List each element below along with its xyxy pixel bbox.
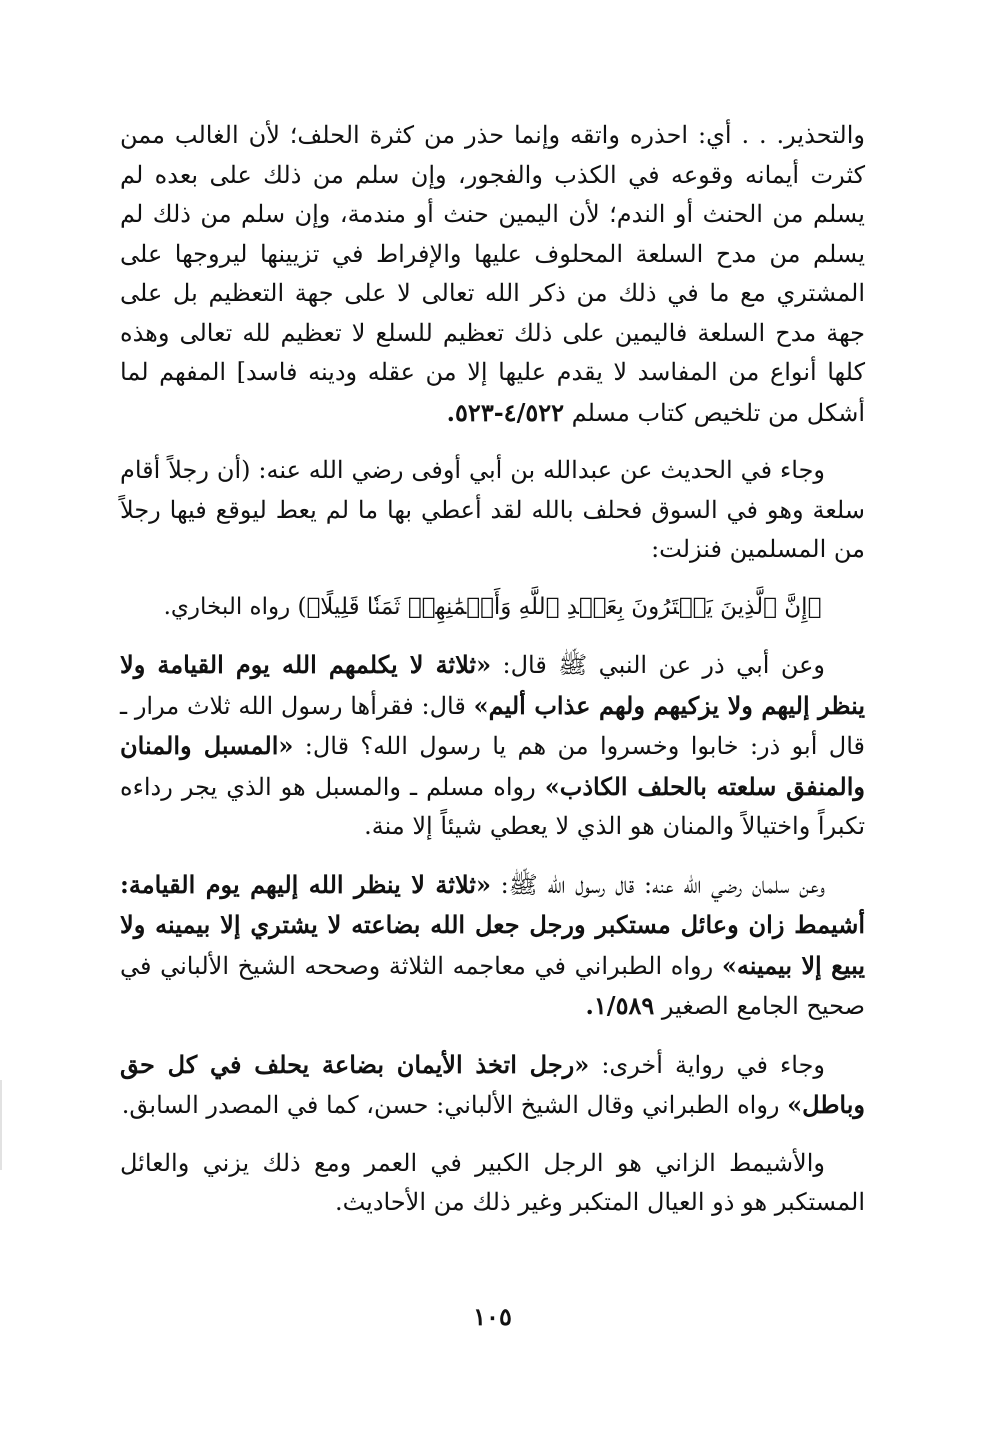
text-segment: ﴿إِنَّ ٱلَّذِينَ يَشۡتَرُونَ بِعَهۡدِ ٱللَّهِ وَأَيۡمَٰنِهِمۡ ثَمَنٗا قَلِيلًا﴾ — [306, 593, 822, 620]
main-text — [120, 116, 865, 1241]
paragraph — [120, 451, 865, 570]
text-segment: قال: فقرأها رسول الله ثلاث مرار ـ قال أبو ذر: خابوا وخسروا من هم يا رسول الله؟ قال: — [120, 691, 865, 760]
bold-text-segment: «المسبل والمنان والمنفق سلعته بالحلف الكاذب» — [120, 731, 866, 801]
scan-edge-line — [0, 1080, 2, 1170]
text-segment: وجاء في الحديث عن عبدالله بن أبي أوفى رضي الله عنه: (أن رجلاً أقام سلعة وهو في السوق فحلف بالله لقد أعطي بها ما لم يعط ليوقع فيها رجلاً من المسلمين فنزلت: — [120, 456, 865, 563]
page-number: ١٠٥ — [473, 1302, 512, 1331]
bold-text-segment: ١/٥٨٩. — [585, 991, 655, 1020]
text-segment: والتحذير. . . أي: احذره واتقه وإنما حذر من كثرة الحلف؛ لأن الغالب ممن كثرت أيمانه وقوعه في الكذب والفجور، وإن سلم من ذلك على بعده لم يسلم من الحنث أو الندم؛ لأن اليمين حنث أو مندمة، وإن سلم من ذلك لم يسلم من مدح السلعة المحلوف عليها والإفراط في تزيينها ليروجها على المشتري مع ما في ذلك من ذكر الله تعالى لا على جهة التعظيم بل على جهة مدح السلعة فاليمين على ذلك تعظيم للسلع لا تعظيم لله تعالى وهذه كلها أنواع من المفاسد لا يقدم عليها إلا من عقله ودينه فاسد] المفهم لما أشكل من تلخيص كتاب مسلم — [120, 121, 865, 427]
paragraph — [120, 116, 865, 433]
paragraph — [120, 645, 865, 847]
paragraph — [120, 1045, 865, 1126]
text-segment: وعن أبي ذر عن النبي ﷺ قال: — [491, 651, 826, 679]
text-segment: ) رواه البخاري. — [163, 593, 307, 620]
text-segment: رواه مسلم ـ والمسبل هو الذي يجر رداءه تكبراً واختيالاً والمنان هو الذي لا يعطي شيئاً إلا منة. — [120, 772, 865, 840]
text-segment: رواه الطبراني في معاجمه الثلاثة وصححه الشيخ الألباني في صحيح الجامع الصغير — [120, 951, 865, 1020]
bold-text-segment: ٤/٥٢٢-٥٢٣. — [446, 397, 564, 427]
text-segment: وعن سلمان رضي الله عنه: قال رسول الله ﷺ: — [490, 870, 825, 899]
bold-text-segment: «رجل اتخذ الأيمان بضاعة يحلف في كل حق وباطل» — [120, 1049, 865, 1119]
paragraph — [120, 1144, 865, 1223]
text-segment: والأشيمط الزاني هو الرجل الكبير في العمر ومع ذلك يزني والعائل المستكبر هو ذو العيال المتكبر وغير ذلك من الأحاديث. — [120, 1148, 865, 1216]
quran-verse-paragraph — [120, 588, 865, 628]
text-segment: وجاء في رواية أخرى: — [589, 1050, 826, 1079]
bold-text-segment: «ثلاثة لا ينظر الله إليهم يوم القيامة: أشيمط زان وعائل مستكبر ورجل جعل الله بضاعته لا يشتري إلا بيمينه ولا يبيع إلا بيمينه» — [120, 869, 866, 980]
bold-text-segment: «ثلاثة لا يكلمهم الله يوم القيامة ولا ينظر إليهم ولا يزكيهم ولهم عذاب أليم» — [120, 650, 865, 720]
paragraph — [120, 865, 865, 1027]
text-segment: رواه الطبراني وقال الشيخ الألباني: حسن، كما في المصدر السابق. — [121, 1091, 788, 1119]
